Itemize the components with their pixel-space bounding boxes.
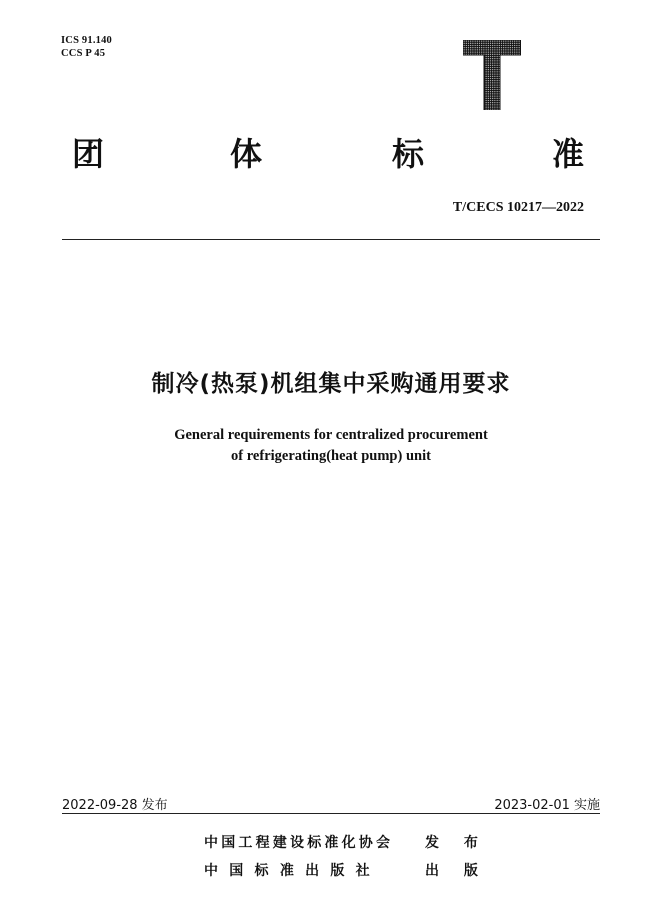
ccs-code: CCS P 45: [61, 48, 106, 59]
implement-date: 2023-02-01 实施: [494, 798, 600, 813]
publisher-name-2: 中 国 标 准 出 版 社: [204, 863, 373, 879]
standard-type-heading: [62, 134, 592, 174]
heading-char-4: 准: [552, 135, 585, 173]
title-english: [0, 425, 662, 467]
heading-char-2: 体: [230, 135, 263, 173]
category-t-logo: [463, 40, 521, 110]
publisher-name-1: 中国工程建设标准化协会: [204, 835, 394, 851]
title-chinese: 制冷(热泵)机组集中采购通用要求: [151, 371, 511, 397]
top-divider: [62, 239, 600, 240]
title-english-line1: General requirements for centralized procurement: [174, 427, 488, 443]
heading-char-1: 团: [72, 135, 105, 173]
classification-codes: [61, 34, 112, 60]
title-english-line2: of refrigerating(heat pump) unit: [231, 448, 431, 464]
ics-code: ICS 91.140: [61, 35, 113, 46]
standard-number: T/CECS 10217—2022: [452, 200, 584, 215]
bottom-divider: [62, 813, 600, 814]
publisher-action-2: 出 版: [425, 863, 488, 879]
publisher-action-1: 发 布: [425, 835, 488, 851]
issue-date: 2022-09-28 发布: [62, 798, 168, 813]
heading-char-3: 标: [392, 135, 425, 173]
